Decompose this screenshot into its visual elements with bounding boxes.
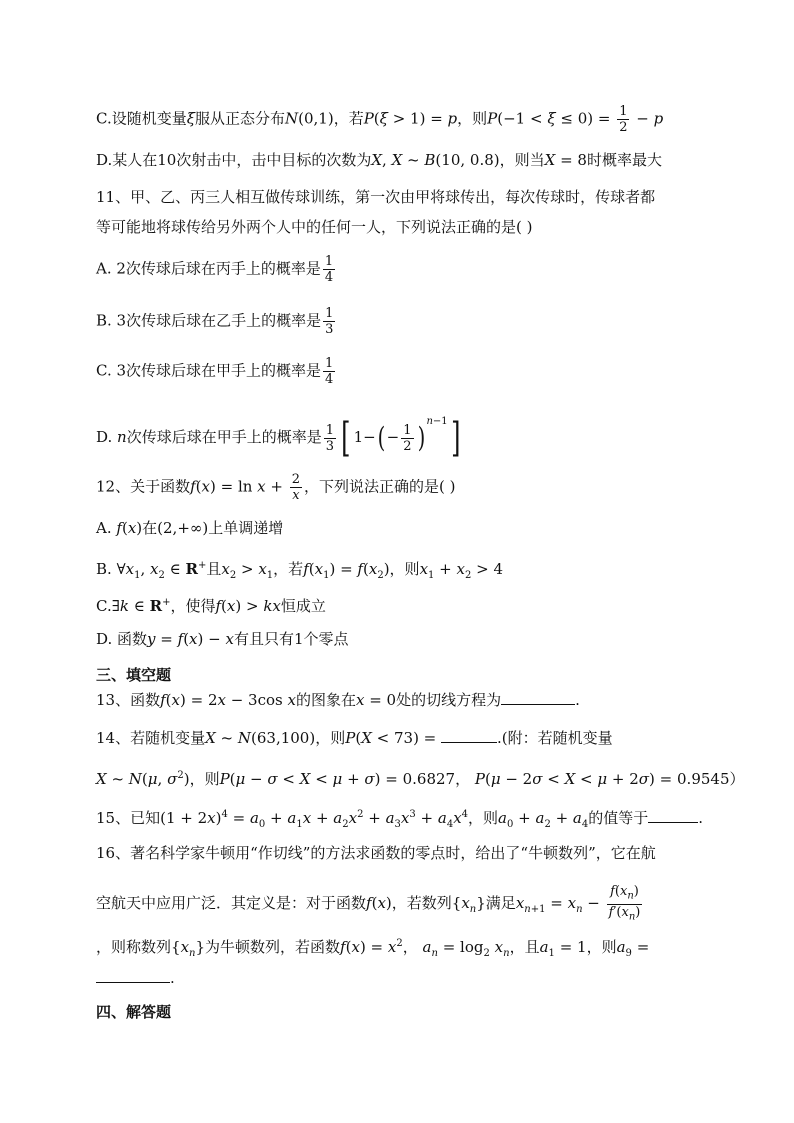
text: ，则 (586, 938, 617, 956)
text: 12、关于函数 (96, 477, 191, 496)
text: ，若数列 (391, 894, 452, 913)
text: ，且 (509, 938, 540, 956)
text: ，则 (457, 109, 488, 128)
text: . (698, 809, 704, 827)
q11-option-c: C. 3次传球后球在甲手上的概率是 $\frac{1}{4}$ (96, 356, 334, 387)
question-13: 13、函数f(x) = 2x − 3cos x的图象在x = 0处的切线方程为 . (96, 691, 580, 709)
question-12: 12、关于函数f(x) = ln x + $\frac{2}{x}$ ，下列说法正确的是( ) (96, 472, 456, 503)
text: 在 (142, 519, 158, 537)
q12-option-d: D. 函数y = f(x) − x有且只有1个零点 (96, 630, 349, 648)
question-14-note: X ~ N(μ, $\sigma^2$)，则P(μ − σ < X < μ + σ) = 0.6827， P(μ − 2σ < X < μ + 2σ) = 0.9545） (96, 770, 745, 788)
text: ，则 (468, 809, 499, 827)
question-14: 14、若随机变量X ~ N(63,100)，则P(X < 73) = .(附：若随机变量 (96, 729, 613, 747)
q12-option-a: A. f(x)在(2,+∞)上单调递增 (96, 519, 284, 537)
text: 15、已知 (96, 809, 161, 827)
question-11-line1: 11、甲、乙、丙三人相互做传球训练，第一次由甲将球传出，每次传球时，传球者都 (96, 188, 656, 206)
text: B. 3次传球后球在乙手上的概率是 (96, 311, 322, 330)
option-c-normal: C.设随机变量ξ服从正态分布N(0,1)，若P(ξ > 1) = p，则P(−1 < ξ ≤ 0) = $\frac{1}{2}$ − p (96, 104, 664, 135)
text: 次传球后球在甲手上的概率是 (126, 428, 322, 446)
text: 时概率最大 (586, 151, 662, 169)
text: 14、若随机变量 (96, 729, 206, 747)
answer-blank (648, 808, 698, 823)
text: D. 函数 (96, 630, 148, 648)
text: B. (96, 560, 112, 578)
text: . (170, 969, 175, 987)
text: A. (96, 519, 112, 537)
text: ，若 (273, 560, 304, 578)
text: 的值等于 (588, 809, 649, 827)
text: 有且只有1个零点 (233, 630, 349, 648)
text: 且 (206, 560, 222, 578)
text: D.某人在10次射击中，击中目标的次数为 (96, 151, 372, 169)
text: 为牛顿数列，若函数 (205, 938, 341, 956)
text: ， (402, 938, 418, 956)
q12-option-b: B. $\forall x_1$, $x_2$ ∈ R+且$x_2 > x_1$，若$f(x_1) = f(x_2)$，则$x_1 + x_2 > 4$ (96, 560, 504, 581)
text: 处的切线方程为 (396, 691, 502, 709)
text: ，下列说法正确的是( ) (304, 477, 456, 496)
text: ，若 (333, 109, 364, 128)
option-d-binomial: D.某人在10次射击中，击中目标的次数为X, X ~ B(10, 0.8)，则当X = 8时概率最大 (96, 151, 662, 169)
text: A. 2次传球后球在丙手上的概率是 (96, 259, 321, 278)
text: ，使得 (170, 597, 216, 615)
q11-option-d: D. n次传球后球在甲手上的概率是 $\frac{1}{3}$ [ 1−( − $\frac{1}{2}$ ) $^{n-1}$] (96, 415, 461, 461)
question-11-line2: 等可能地将球传给另外两个人中的任何一人，下列说法正确的是( ) (96, 218, 533, 236)
q11-option-b: B. 3次传球后球在乙手上的概率是 $\frac{1}{3}$ (96, 306, 334, 337)
text: ，则 (389, 560, 420, 578)
question-15: 15、已知$(1 + 2x)^4 = a_0 + a_1x + a_2x^2 + a_3x^3 + a_4x^4$，则$a_0 + a_2 + a_4$的值等于 . (96, 809, 704, 830)
text: ，则称数列 (96, 938, 172, 956)
answer-blank (441, 728, 497, 743)
text: 服从正态分布 (194, 109, 285, 128)
question-16-line2: 空航天中应用广泛．其定义是：对于函数f(x)，若数列$\{x_n\}$满足$x_{n+1} = x_n$ − $\frac{f(x_n)}{f'(x_n)}$ (96, 884, 641, 923)
text: ，则当 (499, 151, 545, 169)
text: 满足 (485, 894, 516, 913)
text: .(附：若随机变量 (497, 729, 613, 747)
text: 的图象在 (295, 691, 356, 709)
question-16-line3: ，则称数列$\{x_n\}$为牛顿数列，若函数$f(x) = x^2$， $a_n = \log_2 x_n$，且$a_1 = 1$，则$a_9$ = (96, 938, 650, 959)
text: 上单调递增 (208, 519, 284, 537)
text: C. (96, 597, 112, 615)
answer-blank (501, 690, 575, 705)
text: ，则 (315, 729, 346, 747)
text: C.设随机变量 (96, 109, 187, 128)
text: 恒成立 (280, 597, 326, 615)
text: C. 3次传球后球在甲手上的概率是 (96, 361, 322, 380)
text: . (575, 691, 580, 709)
q11-option-a: A. 2次传球后球在丙手上的概率是 $\frac{1}{4}$ (96, 254, 334, 285)
section-heading-fill-blank: 三、填空题 (96, 666, 172, 684)
text: 13、函数 (96, 691, 161, 709)
q12-option-c: C.∃k ∈ R+，使得f(x) > kx恒成立 (96, 597, 326, 615)
text: 空航天中应用广泛．其定义是：对于函数 (96, 894, 367, 913)
answer-blank (96, 968, 170, 983)
text: ，则 (189, 770, 220, 788)
question-16-blank (96, 968, 175, 988)
question-16-line1: 16、著名科学家牛顿用“作切线”的方法求函数的零点时，给出了“牛顿数列”，它在航 (96, 844, 656, 862)
section-heading-answer: 四、解答题 (96, 1003, 172, 1021)
